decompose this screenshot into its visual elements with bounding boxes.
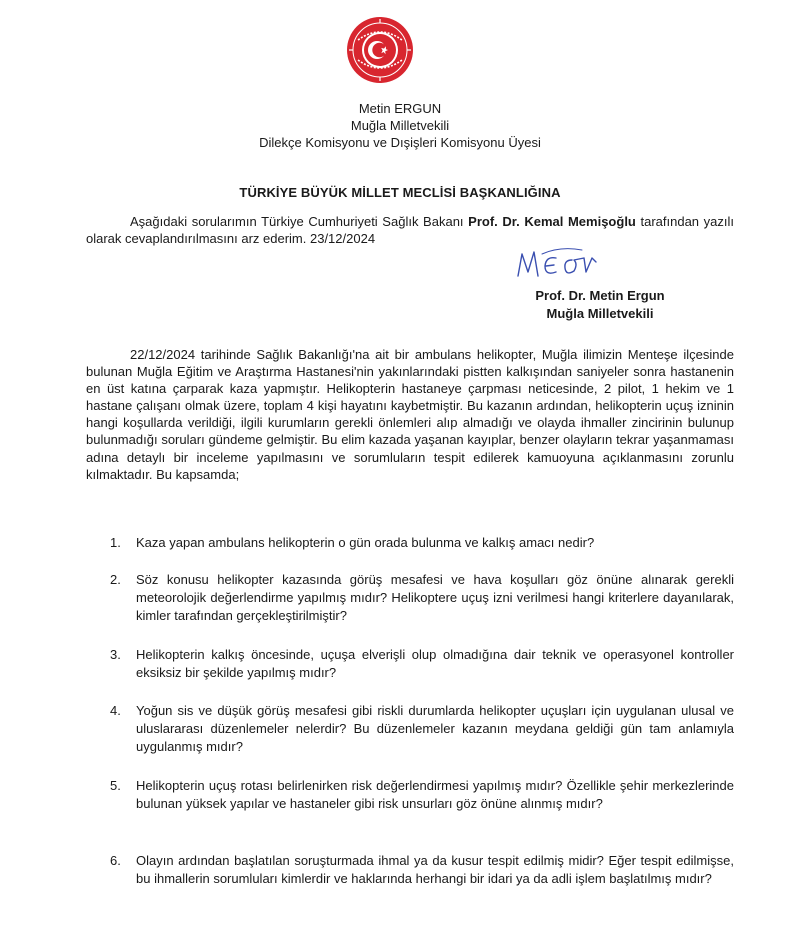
sender-name: Metin ERGUN [358, 101, 442, 116]
handwritten-signature-icon [512, 238, 622, 284]
document-title: TÜRKİYE BÜYÜK MİLLET MECLİSİ BAŞKANLIĞINA [239, 185, 561, 200]
body-paragraph: 22/12/2024 tarihinde Sağlık Bakanlığı'na ait bir ambulans helikopter, Muğla ilimizin Menteşe ilçesinde bulunan Muğla Eğitim ve Araştırma Hastanesi'nin yakınlarındaki pistten kalkışından saniyeler sonra hastanenin en üst katına çarparak kaza yapmıştır. Helikopterin hastaneye çarpması neticesinde, 2 pilot, 1 hekim ve 1 hastane çalışanı olmak üzere, toplam 4 kişi hayatını kaybetmiştir. Bu kazanın ardından, helikopterin uçuş izninin hangi koşullarda verildiği, ilgili kurumların gerekli önlemleri alıp almadığı ve olayda ihmaller zincirinin bulunup bulunmadığı soruları gündeme gelmiştir. Bu elim kazada yaşanan kayıplar, benzer olayların tekrar yaşanmaması adına detaylı bir inceleme yapılmasını ve sorumluların tespit edilerek kamuoyuna açıklanmasını zorunlu kılmaktadır. Bu kapsamda; [86, 347, 734, 482]
sender-commissions: Dilekçe Komisyonu ve Dışişleri Komisyonu Üyesi [259, 135, 541, 150]
sender-role: Muğla Milletvekili [350, 118, 450, 133]
signer-name: Prof. Dr. Metin Ergun [535, 288, 665, 303]
question-number: 2. [110, 572, 121, 587]
signer-block [520, 287, 680, 323]
question-text: Söz konusu helikopter kazasında görüş mesafesi ve hava koşulları göz önüne alınarak gerekli meteorolojik değerlendirme yapılmış mıdır? Helikoptere uçuş izni verilmesi hangi kriterlere dayanılarak, kimler tarafından gerçekleştirilmiştir? [136, 572, 734, 623]
intro-paragraph [86, 213, 734, 247]
minister-name: Prof. Dr. Kemal Memişoğlu [468, 214, 636, 229]
question-number: 6. [110, 853, 121, 868]
question-number: 4. [110, 703, 121, 718]
intro-text-after: tarafından yazılı olarak cevaplandırılmasını arz ederim. 23/12/2024 [86, 214, 734, 247]
question-text: Olayın ardından başlatılan soruşturmada ihmal ya da kusur tespit edilmiş midir? Eğer tespit edilmişse, bu ihmallerin sorumluları kimlerdir ve haklarında herhangi bir idari ya da adli işlem başlatılmış mıdır? [136, 853, 734, 886]
question-text: Kaza yapan ambulans helikopterin o gün orada bulunma ve kalkış amacı nedir? [136, 535, 595, 550]
question-number: 1. [110, 535, 121, 550]
signer-role: Muğla Milletvekili [546, 306, 654, 321]
tbmm-seal-icon [346, 16, 414, 84]
question-number: 5. [110, 778, 121, 793]
question-text: Yoğun sis ve düşük görüş mesafesi gibi riskli durumlarda helikopter uçuşları için uygulanan ulusal ve uluslararası düzenlemeler nelerdir? Bu düzenlemeler kazanın meydana geldiği gün tam anlamıyla uygulanmış mıdır? [136, 703, 734, 754]
question-text: Helikopterin kalkış öncesinde, uçuşa elverişli olup olmadığına dair teknik ve operasyonel kontroller eksiksiz bir şekilde yapılmış mıdır? [136, 647, 734, 680]
question-text: Helikopterin uçuş rotası belirlenirken risk değerlendirmesi yapılmış mıdır? Özellikle şehir merkezlerinde bulunan yüksek yapılar ve hastaneler gibi risk unsurları göz önüne alınmış mıdır? [136, 778, 734, 811]
intro-text-before: Aşağıdaki sorularımın Türkiye Cumhuriyeti Sağlık Bakanı [130, 214, 469, 229]
question-number: 3. [110, 647, 121, 662]
